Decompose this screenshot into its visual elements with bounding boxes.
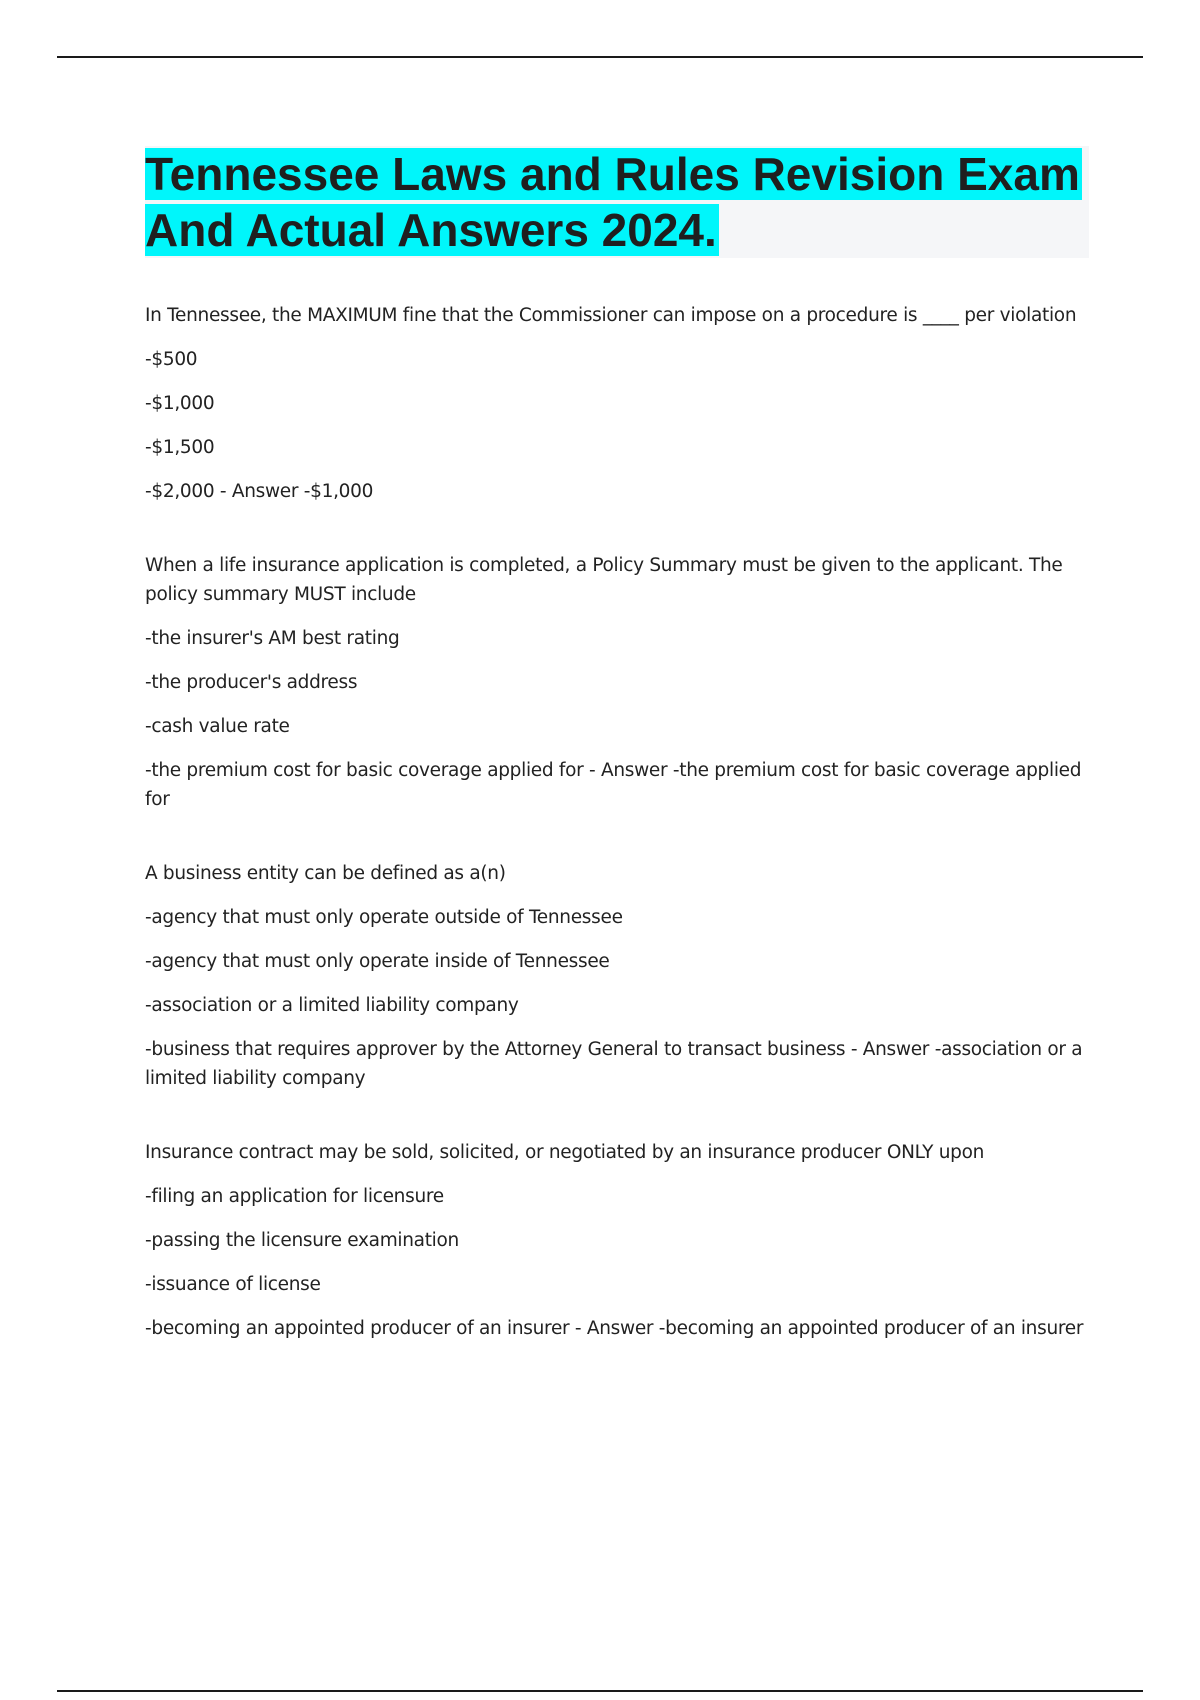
bottom-rule bbox=[57, 1690, 1143, 1692]
document-title-text: Tennessee Laws and Rules Revision Exam And Actual Answers 2024. bbox=[145, 148, 1080, 256]
title-block bbox=[145, 146, 1089, 258]
question-block bbox=[145, 301, 1090, 506]
question-block bbox=[145, 1138, 1090, 1343]
answer-option: -association or a limited liability company bbox=[145, 995, 519, 1016]
answer-option: -agency that must only operate inside of Tennessee bbox=[145, 951, 610, 972]
question-block bbox=[145, 859, 1090, 1093]
question-list bbox=[145, 301, 1090, 1388]
answer-option: -passing the licensure examination bbox=[145, 1230, 459, 1251]
answer-option: -cash value rate bbox=[145, 716, 290, 737]
answer-option-with-answer: -becoming an appointed producer of an insurer - Answer -becoming an appointed producer of an insurer bbox=[145, 1318, 1084, 1339]
answer-option: -issuance of license bbox=[145, 1274, 321, 1295]
answer-option-with-answer: -$2,000 - Answer -$1,000 bbox=[145, 481, 374, 502]
answer-option: -the producer's address bbox=[145, 672, 358, 693]
answer-option: -$1,000 bbox=[145, 393, 215, 414]
top-rule bbox=[57, 56, 1143, 58]
answer-option-with-answer: -business that requires approver by the Attorney General to transact business - Answer -association or a limited liability company bbox=[145, 1039, 1083, 1089]
question-text: A business entity can be defined as a(n) bbox=[145, 863, 506, 884]
answer-option: -$1,500 bbox=[145, 437, 215, 458]
answer-option-with-answer: -the premium cost for basic coverage applied for - Answer -the premium cost for basic coverage applied for bbox=[145, 760, 1082, 810]
answer-option: -$500 bbox=[145, 349, 198, 370]
question-text: Insurance contract may be sold, solicited, or negotiated by an insurance producer ONLY upon bbox=[145, 1142, 985, 1163]
answer-option: -the insurer's AM best rating bbox=[145, 628, 400, 649]
question-text: When a life insurance application is completed, a Policy Summary must be given to the applicant. The policy summary MUST include bbox=[145, 555, 1063, 605]
question-text: In Tennessee, the MAXIMUM fine that the Commissioner can impose on a procedure is ____ per violation bbox=[145, 305, 1077, 326]
document-title bbox=[145, 146, 1089, 258]
question-block bbox=[145, 551, 1090, 814]
answer-option: -agency that must only operate outside of Tennessee bbox=[145, 907, 623, 928]
answer-option: -filing an application for licensure bbox=[145, 1186, 444, 1207]
